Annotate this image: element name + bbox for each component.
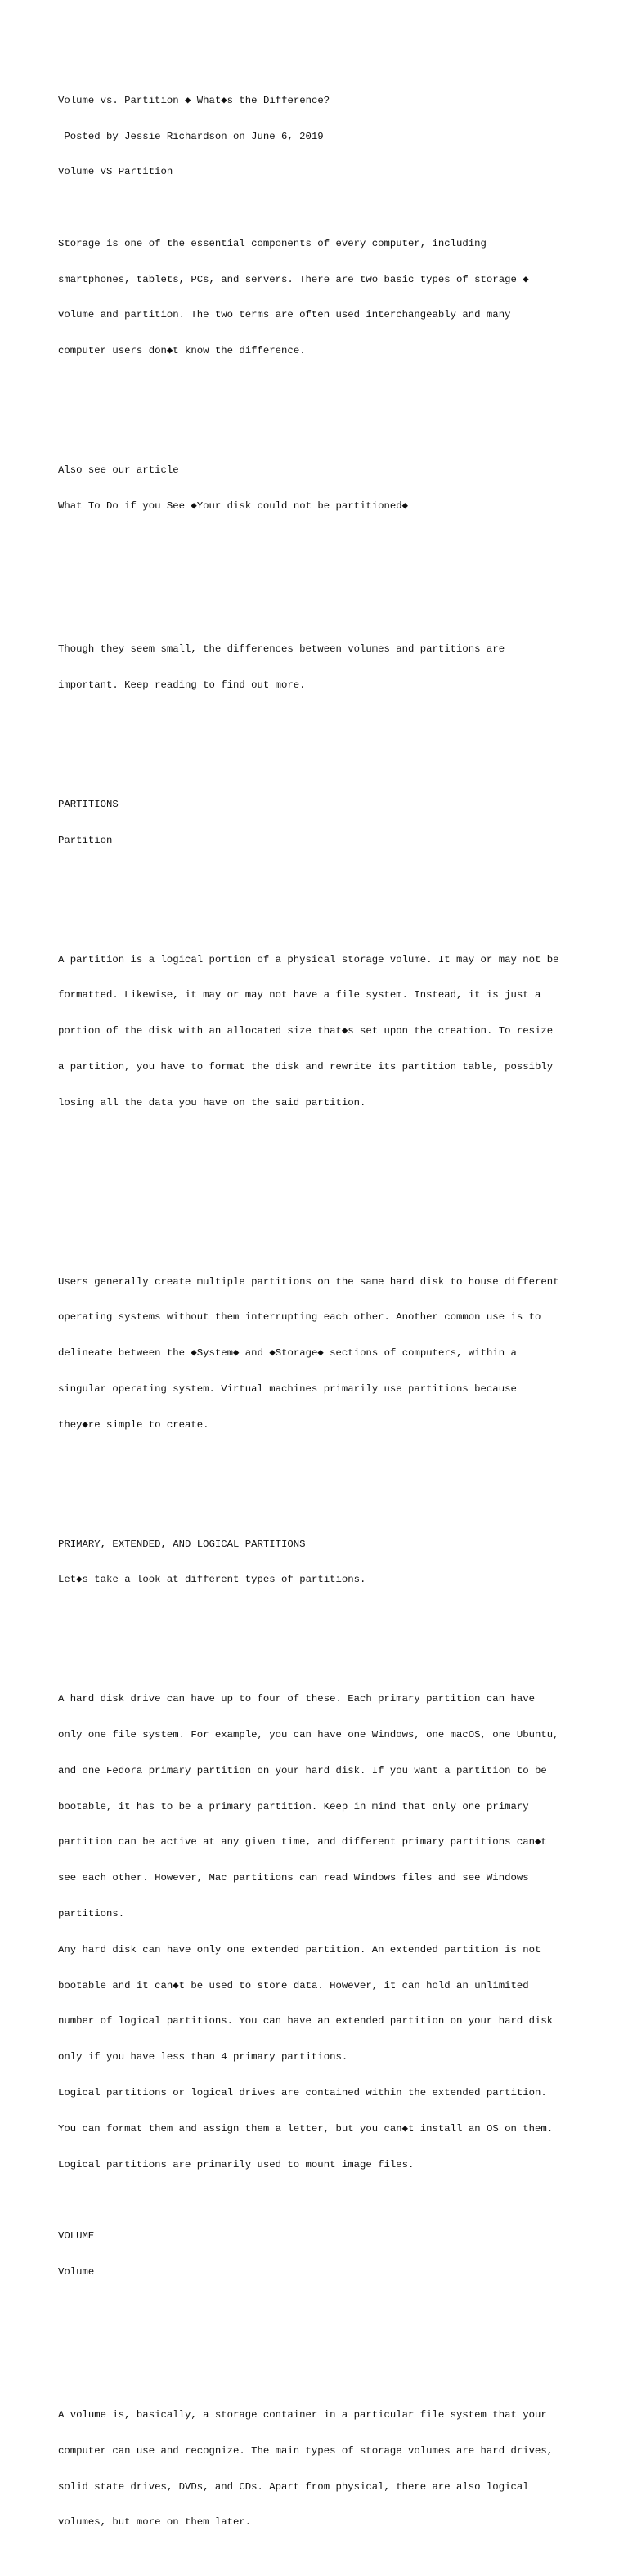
text-line: A hard disk drive can have up to four of these. Each primary partition can have [58,1693,535,1705]
text-line: Logical partitions or logical drives are contained within the extended partition. [58,2086,547,2099]
text-line: they◆re simple to create. [58,1418,209,1431]
spacer [58,1204,581,1216]
lead-paragraph [58,620,581,715]
also-see-link[interactable]: What To Do if you See ◆Your disk could not be partitioned◆ [58,500,409,512]
text-line: bootable, it has to be a primary partition. Keep in mind that only one primary [58,1800,529,1812]
spacer [58,417,581,429]
text-line: volume and partition. The two terms are often used interchangeably and many [58,309,511,321]
partition-paragraph-2 [58,1252,581,1454]
text-line: delineate between the ◆System◆ and ◆Storage◆ sections of computers, within a [58,1347,517,1360]
partition-types-intro: Let◆s take a look at different types of partitions. [58,1574,366,1586]
spacer [58,882,581,894]
text-line: A volume is, basically, a storage container in a particular file system that your [58,2409,547,2421]
spacer [58,1490,581,1503]
text-line: Users generally create multiple partitions on the same hard disk to house different [58,1275,559,1288]
text-line: portion of the disk with an allocated size that◆s set upon the creation. To resize [58,1025,554,1037]
text-line: formatted. Likewise, it may or may not have a file system. Instead, it is just a [58,989,541,1001]
text-line: computer users don◆t know the difference. [58,345,306,357]
text-line: losing all the data you have on the said partition. [58,1096,366,1109]
partition-types-paragraph [58,1669,581,2194]
article-title: Volume vs. Partition ◆ What◆s the Difference? [58,94,330,106]
partition-paragraph-1 [58,930,581,1132]
text-line: a partition, you have to format the disk and rewrite its partition table, possibly [58,1060,554,1073]
text-line: volumes, but more on them later. [58,2516,252,2529]
section-subheading-volume: Volume [58,2265,95,2278]
document-page [58,59,581,2576]
spacer [58,750,581,763]
spacer [58,548,581,584]
spacer [58,1622,581,1634]
text-line: Any hard disk can have only one extended partition. An extended partition is not [58,1943,541,1956]
text-line: operating systems without them interrupting each other. Another common use is to [58,1311,541,1324]
text-line: only if you have less than 4 primary partitions. [58,2051,348,2063]
text-line: Though they seem small, the differences between volumes and partitions are [58,643,505,656]
text-line: singular operating system. Virtual machines primarily use partitions because [58,1382,517,1395]
text-line: You can format them and assign them a letter, but you can◆t install an OS on them. [58,2122,554,2135]
article-subtitle: Volume VS Partition [58,166,173,178]
spacer [58,2314,581,2350]
text-line: A partition is a logical portion of a physical storage volume. It may or may not be [58,953,559,965]
text-line: solid state drives, DVDs, and CDs. Apart from physical, there are also logical [58,2480,529,2493]
text-line: partitions. [58,1908,125,1920]
section-heading-partition-types: PRIMARY, EXTENDED, AND LOGICAL PARTITIONS [58,1538,306,1550]
text-line: number of logical partitions. You can have an extended partition on your hard disk [58,2015,554,2027]
text-line: only one file system. For example, you can have one Windows, one macOS, one Ubuntu, [58,1729,559,1741]
spacer [58,1168,581,1180]
text-line: and one Fedora primary partition on your hard disk. If you want a partition to be [58,1764,547,1776]
text-line: important. Keep reading to find out more. [58,679,306,691]
text-line: partition can be active at any given time, and different primary partitions can◆t [58,1836,547,1848]
text-line: see each other. However, Mac partitions can read Windows files and see Windows [58,1872,529,1884]
intro-paragraph [58,214,581,381]
text-line: computer can use and recognize. The main types of storage volumes are hard drives, [58,2444,554,2457]
volume-paragraph [58,2386,581,2552]
text-line: Storage is one of the essential components of every computer, including [58,237,487,249]
section-heading-volume: VOLUME [58,2230,95,2242]
section-heading-partitions: PARTITIONS [58,798,119,810]
article-byline: Posted by Jessie Richardson on June 6, 2019 [58,130,324,142]
section-subheading-partition: Partition [58,834,113,846]
text-line: Logical partitions are primarily used to mount image files. [58,2158,415,2171]
text-line: smartphones, tablets, PCs, and servers. There are two basic types of storage ◆ [58,273,529,285]
also-see-label: Also see our article [58,464,179,477]
text-line: bootable and it can◆t be used to store data. However, it can hold an unlimited [58,1979,529,1991]
